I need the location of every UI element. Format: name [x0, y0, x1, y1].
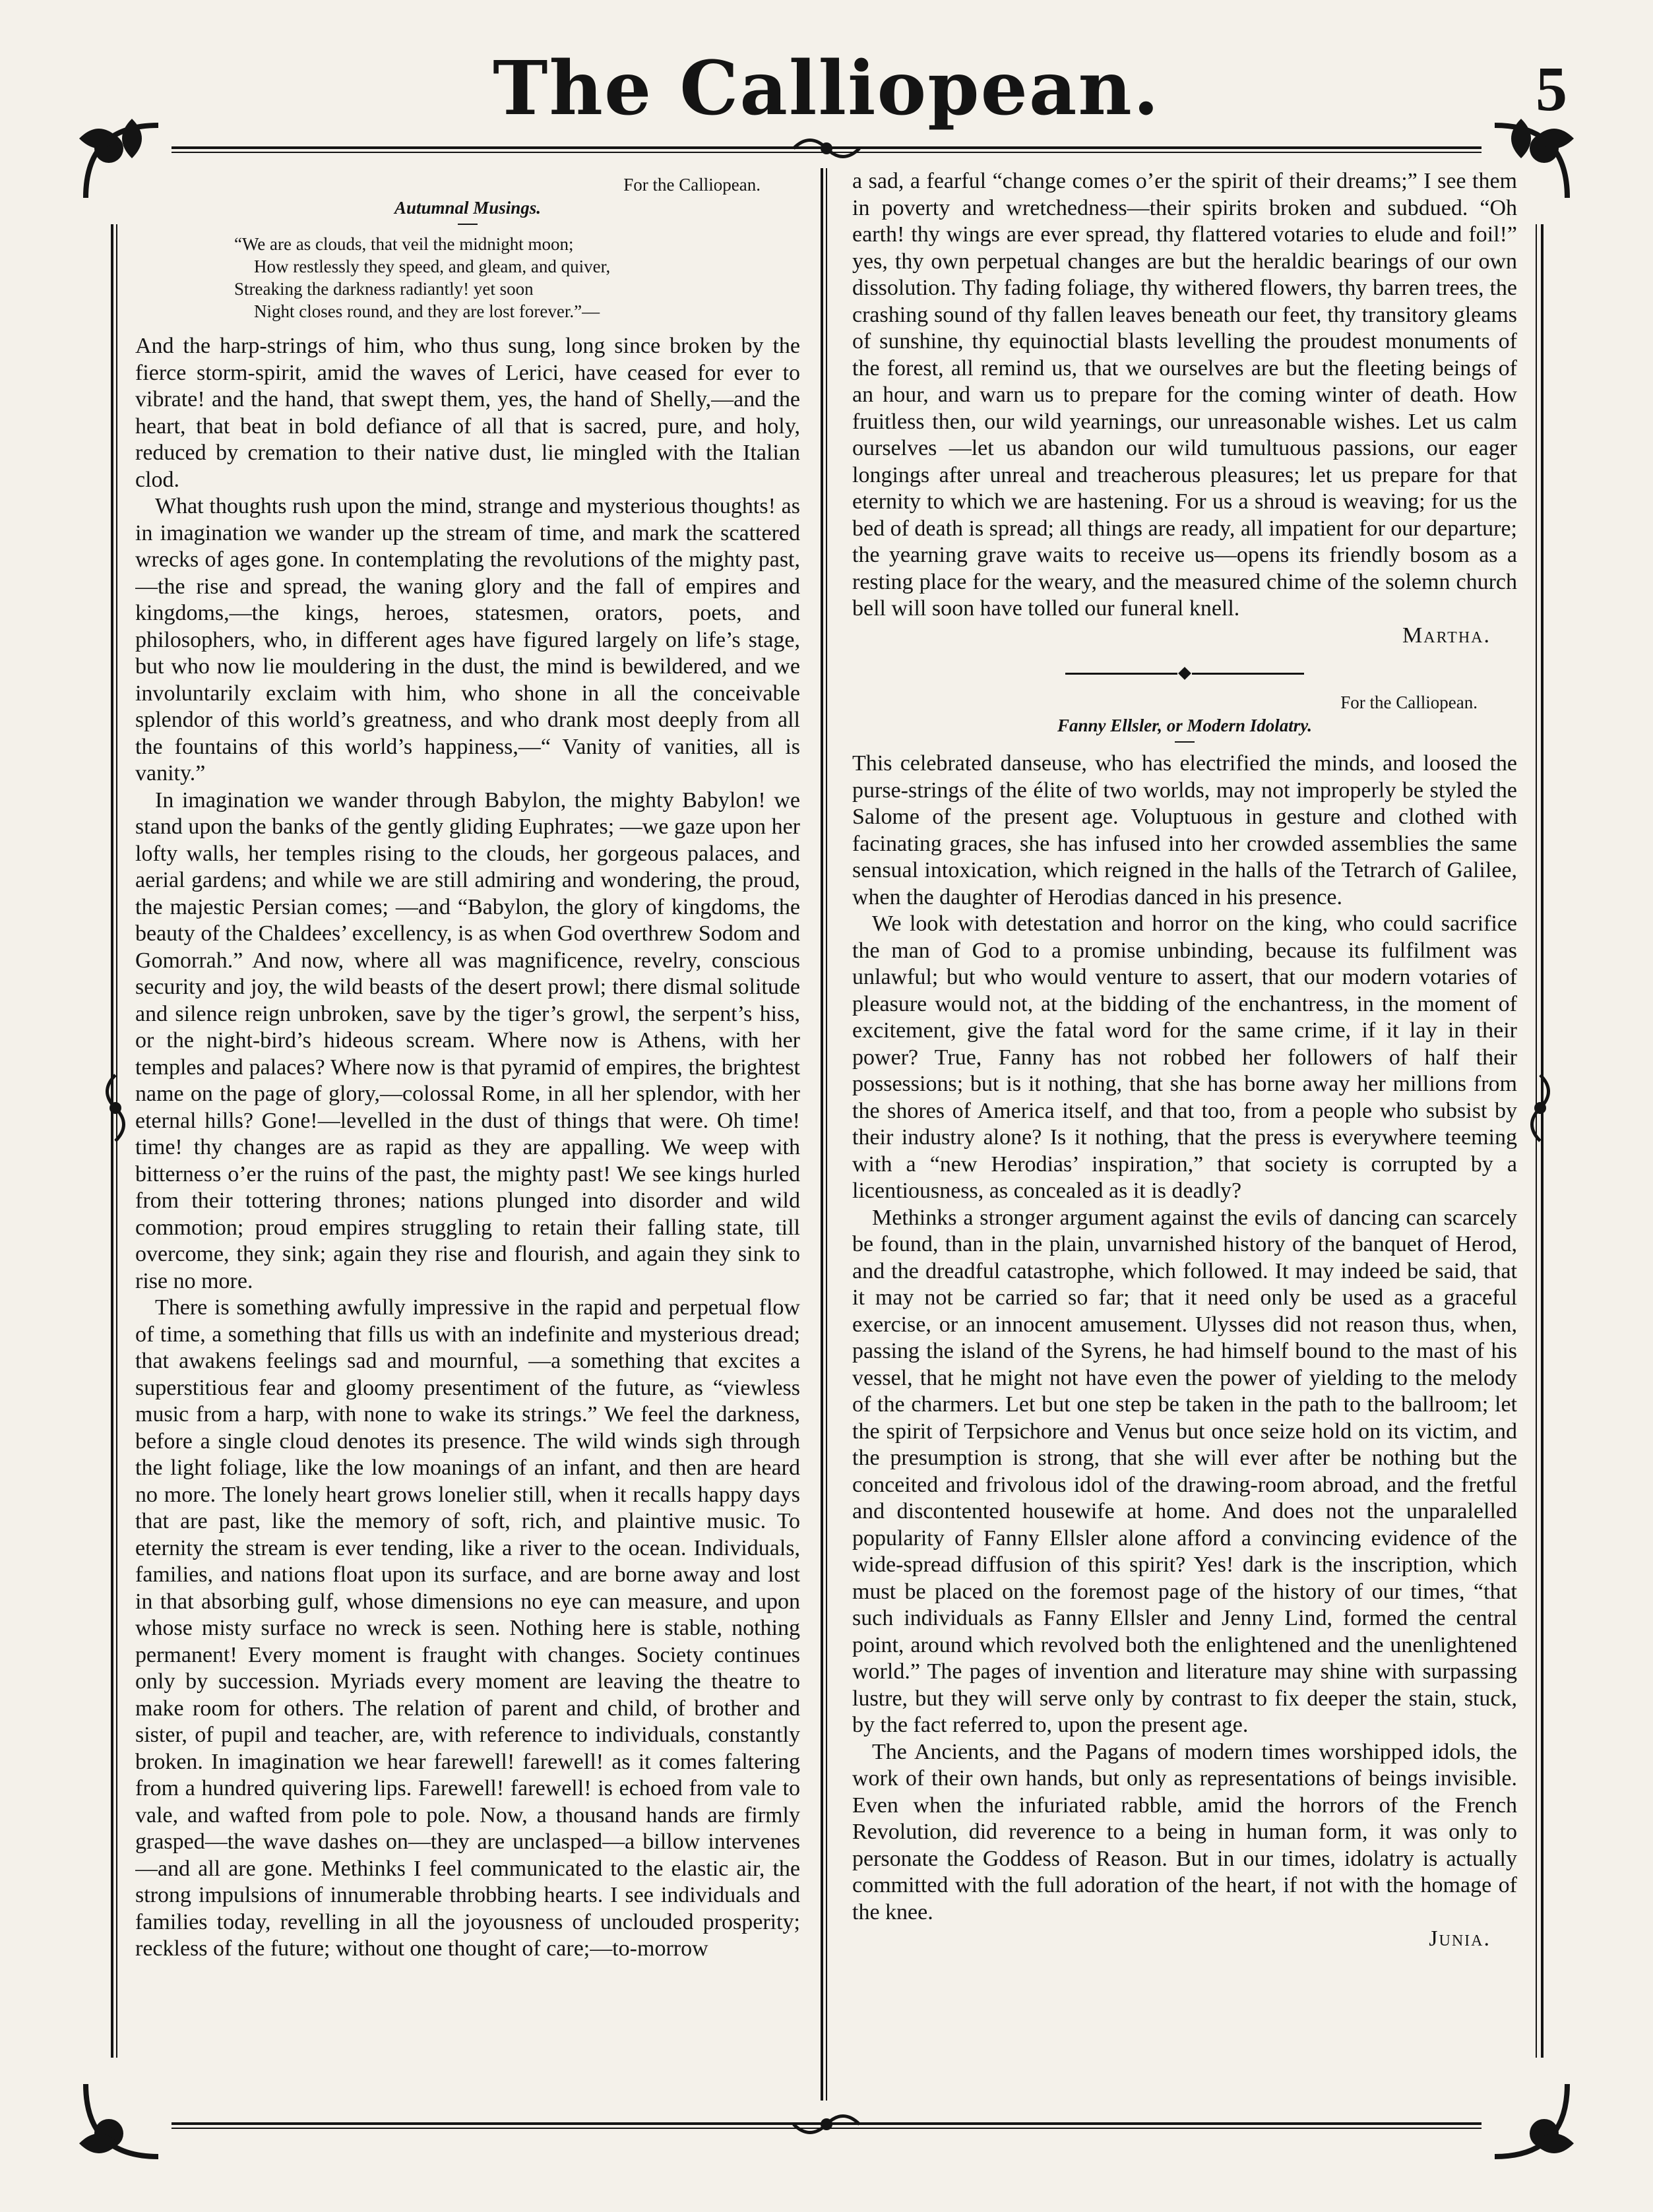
poem-line: Night closes round, and they are lost forever.”—: [254, 301, 600, 321]
separator-line: [1192, 673, 1304, 675]
masthead: [0, 46, 1653, 132]
ornament-left-mid: [99, 1068, 132, 1148]
masthead-title: The Calliopean.: [493, 46, 1160, 132]
right-column: [852, 168, 1517, 2101]
separator-line: [1065, 673, 1177, 675]
paragraph: In imagination we wander through Babylon, the mighty Babylon! we stand upon the banks of the gently gliding Euphrates; —we gaze upon her lofty walls, her temples rising to the clouds, her gorgeous palaces, and aerial gardens; and while we are still admiring and wondering, the proud, the majestic Persian comes; —and “Babylon, the glory of kingdoms, the beauty of the Chaldees’ excellency, is as when God overthrew Sodom and Gomorrah.” And now, where all was magnificence, revelry, conscious security and joy, the wild beasts of the desert prowl; there dismal solitude and silence reign unbroken, save by the tiger’s growl, the serpent’s hiss, or the night-bird’s hideous scream. Where now is Athens, with her temples and palaces? Where now is that pyramid of empires, the brightest name on the page of glory,—colossal Rome, in all her splendor, with her eternal hills? Gone!—levelled in the dust of things that were. Oh time! time! thy changes are as rapid as they are appalling. We weep with bitterness o’er the ruins of the past, the mighty past! We see kings hurled from their tottering thrones; nations plunged into disorder and wild commotion; proud empires struggling to retain their falling state, till overcome, they sink; again they rise and flourish, and again they sink to rise no more.: [135, 787, 800, 1293]
paragraph: The Ancients, and the Pagans of modern times worshipped idols, the work of their own hands, but only as representations of beings invisible. Even when the infuriated rabble, amid the horrors of the French Revolution, did reverence to a being in human form, it was only to personate the Goddess of Reason. But in our times, idolatry is actually committed with the full adoration of the heart, if not with the homage of the knee.: [852, 1739, 1517, 1924]
ornament-right-mid: [1524, 1068, 1557, 1148]
paragraph: There is something awfully impressive in the rapid and perpetual flow of time, a something that fills us with an indefinite and mysterious dread; that awakens feelings sad and mournful, —a something that excites a superstitious fear and gloomy presentiment of the future, as “viewless music from a harp, with none to wake its strings.” We feel the darkness, before a single cloud denotes its presence. The wild winds sigh through the light foliage, like the low moanings of an infant, and then are heard no more. The lonely heart grows lonelier still, when it recalls happy days that are past, like the memory of soft, rich, and plaintive music. To eternity the stream is ever tending, like a river to the ocean. Individuals, families, and nations float upon its surface, and are borne away and lost in that absorbing gulf, whose dimensions no eye can measure, and upon whose misty surface no wreck is seen. Nothing here is stable, nothing permanent! Every moment is fraught with changes. Society continues only by succession. Myriads every moment are leaving the theatre to make room for others. The relation of parent and child, of brother and sister, of pupil and teacher, are, with reference to individuals, constantly broken. In imagination we hear farewell! farewell! as it comes faltering from a hundred quivering lips. Farewell! farewell! is echoed from vale to vale, and wafted from pole to pole. Now, a thousand hands are firmly grasped—the wave dashes on—they are unclasped—a billow intervenes—and all are gone. Methinks I feel communicated to the elastic air, the strong impulsions of innumerable throbbing hearts. I see individuals and families today, revelling in all the joyousness of unclouded prosperity; reckless of the future; without one thought of care;—to-morrow: [135, 1295, 800, 1961]
signature-junia: Junia.: [1429, 1926, 1491, 1951]
signature-martha: Martha.: [1402, 623, 1491, 648]
paragraph: And the harp-strings of him, who thus sung, long since broken by the fierce storm-spirit, amid the waves of Lerici, have ceased for ever to vibrate! and the hand, that swept them, yes, the hand of Shelly,—and the heart, that beat in bold defiance of all that is sacred, pure, and holy, reduced by cremation to their native dust, lie mingled with the Italian clod.: [135, 334, 800, 492]
ornament-bottom-center: [787, 2108, 866, 2141]
paragraph: Methinks a stronger argument against the evils of dancing can scarcely be found, than in the plain, unvarnished history of the banquet of Herod, and the dreadful catastrophe, which followed. It may indeed be said, that it may not be carried so far; that it need only be used as a graceful exercise, or an innocent amusement. Ulysses did not reason thus, when, passing the island of the Syrens, he had himself bound to the mast of his vessel, that he might not have even the power of yielding to the melody of the charmers. Let but one step be taken in the path to the ballroom; let the spirit of Terpsichore and Venus but once seize hold on its victim, and the presumption is strong, that she will ever after be nothing but the conceited and frivolous idol of the drawing-room abroad, and the fretful and discontented housewife at home. And does not the unparalelled popularity of Fanny Ellsler alone afford a convincing evidence of the wide-spread diffusion of this spirit? Yes! dark is the inscription, which must be placed on the foremost page of the history of our times, “that such individuals as Fanny Ellsler and Jenny Lind, formed the central point, around which revolved both the enlightened and the unenlightened world.” The pages of invention and literature may shine with surpassing lustre, but they will serve only by contrast to fix deeper the stain, stuck, by the fact referred to, upon the present age.: [852, 1205, 1517, 1737]
poem-line: Streaking the darkness radiantly! yet soon: [234, 279, 534, 299]
article-columns: [135, 168, 1517, 2101]
poem-line: How restlessly they speed, and gleam, and quiver,: [254, 257, 611, 276]
paragraph: This celebrated danseuse, who has electrified the minds, and loosed the purse-strings of the élite of two worlds, may not improperly be styled the Salome of the present age. Voluptuous in gesture and clothed with facinating graces, she has infused into her crowded assemblies the same sensual intoxication, which reigned in the halls of the Tetrarch of Galilee, when the daughter of Herodias danced in his presence.: [852, 751, 1517, 909]
page-number: 5: [1536, 53, 1567, 124]
column-divider: [821, 168, 823, 2101]
epigraph-poem: [234, 233, 800, 323]
separator-diamond-icon: [1178, 667, 1191, 680]
column-divider-thin: [826, 168, 827, 2101]
for-the-calliopean-label: For the Calliopean.: [623, 175, 761, 195]
paragraph: We look with detestation and horror on the king, who could sacrifice the man of God to a promise unbinding, because its fulfilment was unlawful; but who would venture to assert, that our modern votaries of pleasure would not, at the bidding of the enchantress, in the moment of excitement, give the fatal word for the same crime, if it lay in their power? True, Fanny has not robbed her followers of half their possessions; but is it nothing, that she has borne away her millions from the shores of America itself, and that too, from a people who subsist by their industry alone? Is it nothing, that the press is everywhere teeming with a “new Herodias’ inspiration,” that society is corrupted by a licentiousness, as concealed as it is deadly?: [852, 911, 1517, 1203]
for-the-calliopean-label: For the Calliopean.: [1340, 692, 1478, 712]
title-rule: [1175, 741, 1195, 743]
paragraph-continued: a sad, a fearful “change comes o’er the spirit of their dreams;” I see them in poverty and wretchedness—their spirits broken and subdued. “Oh earth! thy wings are ever spread, thy flattered votaries to elude and foil!” yes, thy own perpetual changes are but the heraldic bearings of our own dissolution. Thy fading foliage, thy withered flowers, thy barren trees, the crashing sound of thy fallen leaves beneath our feet, thy transitory gleams of sunshine, thy equinoctial blasts levelling the proudest monuments of the forest, all remind us, that we ourselves are but the fleeting beings of an hour, and warn us to prepare for the coming winter of death. How fruitless then, our wild yearnings, our unreasonable wishes. Let us calm ourselves —let us abandon our wild tumultuous passions, our eager longings after unreal and treacherous pleasures; let us prepare for that eternity to which we are hastening. For us a shroud is weaving; for us the bed of death is spread; all things are ready, all impatient for our departure; the yearning grave waits to receive us—opens its friendly bosom as a resting place for the weary, and the measured chime of the solemn church bell will soon have tolled our funeral knell.: [852, 169, 1517, 621]
article-title-fanny-ellsler: Fanny Ellsler, or Modern Idolatry.: [1057, 716, 1313, 735]
left-column: [135, 168, 800, 2101]
article-separator: [852, 669, 1517, 678]
ornament-top-center: [787, 132, 866, 165]
paragraph: What thoughts rush upon the mind, strange and mysterious thoughts! as in imagination we wander up the stream of time, and mark the scattered wrecks of ages gone. In contemplating the revolutions of the mighty past,—the rise and spread, the waning glory and the fall of empires and kingdoms,—the kings, heroes, statesmen, orators, poets, and philosophers, who, in different ages have figured largely on life’s stage, but who now lie mouldering in the dust, the mind is bewildered, and we involuntarily exclaim with him, who shone in all the conceivable splendor of this world’s greatness, and who drank most deeply from all the fountains of this world’s happiness,—“ Vanity of vanities, all is vanity.”: [135, 494, 800, 785]
article-title-autumnal-musings: Autumnal Musings.: [394, 198, 542, 218]
title-rule: [458, 224, 478, 225]
poem-line: “We are as clouds, that veil the midnight moon;: [234, 234, 574, 254]
